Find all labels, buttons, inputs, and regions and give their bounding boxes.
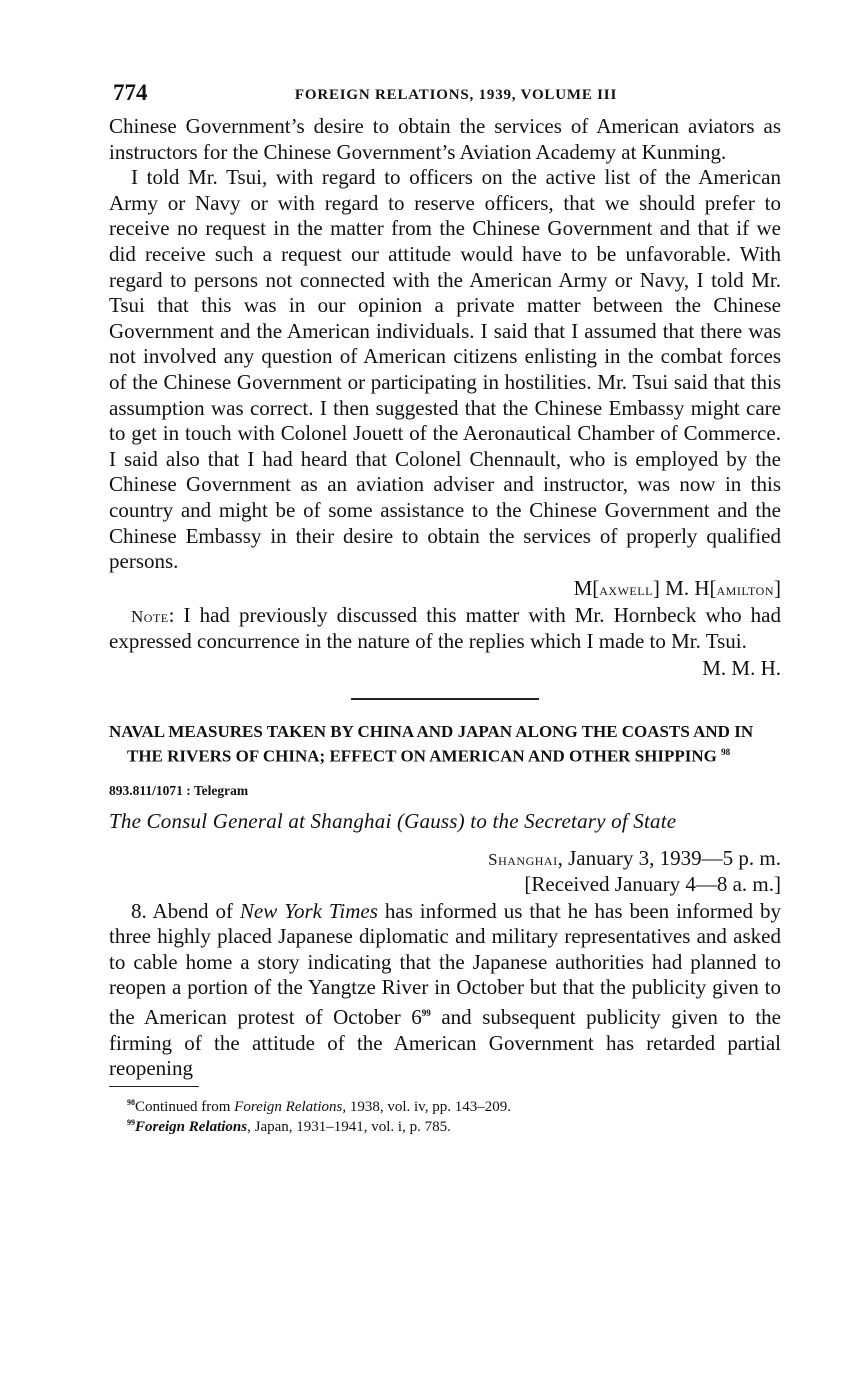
- document-title: The Consul General at Shanghai (Gauss) to the Secretary of State: [109, 808, 677, 833]
- file-reference: 893.811/1071 : Telegram: [109, 782, 249, 798]
- footnote-divider: [109, 1086, 199, 1087]
- footnote-98: [127, 1095, 781, 1115]
- note-text: : I had previously discussed this matter with Mr. Hornbeck who had expressed concurrence in the nature of the replies which I made to Mr. Tsui.: [109, 602, 781, 654]
- dateline-date: , January 3, 1939—5 p. m.: [557, 845, 781, 870]
- section-heading-footnote-mark: 98: [721, 746, 731, 757]
- section-heading-text: NAVAL MEASURES TAKEN BY CHINA AND JAPAN ALONG THE COASTS AND IN THE RIVERS OF CHINA; EFFECT ON AMERICAN AND OTHER SHIPPING: [109, 721, 754, 766]
- note-paragraph: [109, 603, 781, 655]
- page-number: 774: [113, 80, 148, 105]
- telegram-newspaper: New York Times: [239, 898, 378, 923]
- page-header: [109, 80, 781, 114]
- signature-axwell: axwell: [599, 579, 653, 599]
- signature-close: ]: [774, 575, 781, 600]
- footnote-italic: Foreign Relations: [135, 1118, 248, 1135]
- footnote-mark: 99: [127, 1117, 135, 1127]
- running-head: FOREIGN RELATIONS, 1939, VOLUME III: [294, 87, 618, 103]
- dateline: [109, 846, 781, 872]
- dateline-place: Shanghai: [488, 849, 558, 869]
- telegram-text-b: and subsequent publicity given to the firming of the attitude of the American Government has retarded partial reopening: [109, 1004, 781, 1081]
- telegram-footnote-mark: 99: [421, 1007, 431, 1018]
- footnote-suffix: , Japan, 1931–1941, vol. i, p. 785.: [247, 1118, 451, 1135]
- footnote-99: [127, 1115, 781, 1135]
- received-line: [Received January 4—8 a. m.]: [524, 871, 781, 896]
- telegram-paragraph: [109, 899, 781, 1082]
- signature: [109, 575, 781, 603]
- paragraph-continuation: Chinese Government’s desire to obtain the services of American aviators as instructors for the Chinese Government’s Aviation Academy at Kunming.: [109, 114, 781, 164]
- note-initials: M. M. H.: [702, 655, 781, 680]
- signature-middle: ] M. H[: [652, 575, 717, 600]
- footnote-italic: Foreign Relations: [234, 1098, 343, 1115]
- signature-initial: M[: [573, 575, 600, 600]
- paragraph-tsui-conversation: I told Mr. Tsui, with regard to officers on the active list of the American Army or Navy or with regard to reserve officers, that we should prefer to receive no request in the matter from the Chinese Government and that if we did receive such a request our attitude would have to be unfavorable. With regard to persons not connected with the American Army or Navy, I told Mr. Tsui that this was in our opinion a private matter between the Chinese Government and the American individuals. I said that I assumed that there was not involved any question of American citizens enlisting in the combat forces of the Chinese Government or participating in hostilities. Mr. Tsui said that this assumption was correct. I then suggested that the Chinese Embassy might care to get in touch with Colonel Jouett of the Aeronautical Chamber of Commerce. I said also that I had heard that Colonel Chennault, who is employed by the Chinese Government as an aviation adviser and instructor, was now in this country and might be of some assistance to the Chinese Government and the Chinese Embassy in their desire to obtain the services of properly qualified persons.: [109, 165, 781, 574]
- footnote-mark: 98: [127, 1097, 135, 1107]
- telegram-number: 8. Abend of: [131, 898, 240, 923]
- footnote-suffix: , 1938, vol. iv, pp. 143–209.: [342, 1098, 511, 1115]
- footnote-prefix: Continued from: [135, 1098, 235, 1115]
- document-page: [109, 80, 781, 1135]
- signature-amilton: amilton: [716, 579, 774, 599]
- note-label: Note: [131, 606, 169, 626]
- telegram-text-a: has informed us that he has been informed by three highly placed Japanese diplomatic and military representatives and asked to cable home a story indicating that the Japanese authorities had planned to reopen a portion of the Yangtze River in October but that the publicity given to the American protest of October 6: [109, 898, 782, 1029]
- section-divider: [351, 698, 539, 700]
- section-heading: [109, 722, 781, 767]
